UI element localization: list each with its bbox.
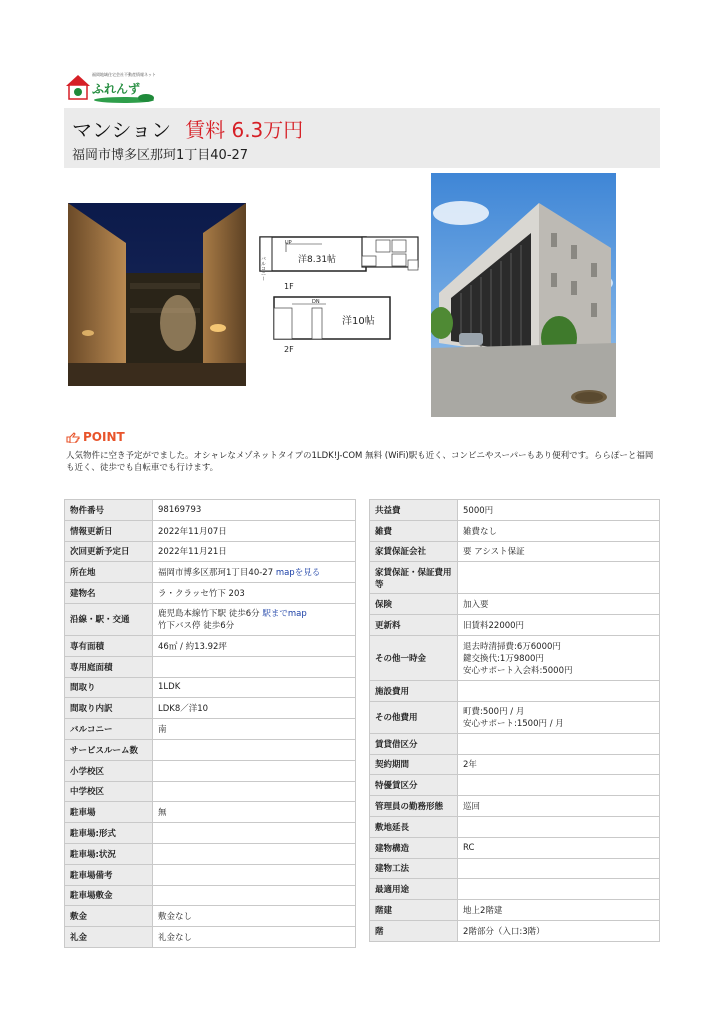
property-address: 福岡市博多区那珂1丁目40-27 [72, 148, 249, 163]
service-room-label: サービスルーム数 [65, 739, 153, 760]
room2-label: 洋10帖 [342, 316, 375, 327]
property-spec-table-left [64, 499, 356, 948]
table-row [65, 635, 356, 656]
table-row [370, 754, 660, 775]
floor-label: 階 [370, 920, 458, 941]
deposit-value: 敷金なし [153, 906, 356, 927]
access-value [153, 603, 356, 635]
table-row [65, 885, 356, 906]
junior-high-label: 中学校区 [65, 781, 153, 802]
table-row [65, 562, 356, 583]
property-type: マンション [72, 118, 172, 142]
structure-label: 建物構造 [370, 837, 458, 858]
other-cost-label: その他費用 [370, 701, 458, 733]
area-value: 46㎡ / 約13.92坪 [153, 635, 356, 656]
table-row [65, 541, 356, 562]
table-row [65, 781, 356, 802]
other-line-3: 安心サポート入会料:5000円 [463, 665, 573, 676]
extension-label: 敷地延長 [370, 816, 458, 837]
layout-value: 1LDK [153, 677, 356, 698]
logo-subtitle: 福岡地域住宅会社不動産情報ネット [92, 72, 156, 77]
balcony-label: バルコニー [65, 719, 153, 740]
table-row [65, 656, 356, 677]
property-no-value: 98169793 [153, 500, 356, 521]
page-title [72, 114, 303, 143]
parking-status-value [153, 843, 356, 864]
table-row [65, 864, 356, 885]
station-map-link[interactable]: 駅までmap [262, 609, 307, 620]
manager-label: 管理員の勤務形態 [370, 796, 458, 817]
location-value [153, 562, 356, 583]
parking-label: 駐車場 [65, 802, 153, 823]
area-label: 専有面積 [65, 635, 153, 656]
table-row [370, 816, 660, 837]
table-row [370, 500, 660, 521]
special-value [458, 775, 660, 796]
room1-label: 洋8.31帖 [298, 255, 337, 265]
method-label: 建物工法 [370, 858, 458, 879]
plan-balcony-label: バルコニー [260, 256, 266, 281]
floor2-label: 2F [284, 345, 294, 354]
contract-label: 契約期間 [370, 754, 458, 775]
listing-header [64, 108, 660, 168]
garden-value [153, 656, 356, 677]
other-label: その他一時金 [370, 635, 458, 680]
table-row [370, 733, 660, 754]
next-update-label: 次回更新予定日 [65, 541, 153, 562]
parking-deposit-value [153, 885, 356, 906]
table-row [65, 927, 356, 948]
night-exterior-photo[interactable] [68, 203, 246, 386]
other-value [458, 635, 660, 680]
point-description: 人気物件に空き予定がでました。オシャレなメゾネットタイプの1LDK!J-COM 無料 (WiFi)駅も近く、コンビニやスーパーもあり便利です。ららぽーと福岡も近く、徒歩でも自転車でも行けます。 [66, 451, 654, 473]
table-row [65, 760, 356, 781]
parking-status-label: 駐車場:状況 [65, 843, 153, 864]
map-link[interactable]: mapを見る [275, 568, 321, 579]
special-label: 特優賃区分 [370, 775, 458, 796]
table-row [370, 594, 660, 615]
manager-value: 巡回 [458, 796, 660, 817]
layout-label: 間取り [65, 677, 153, 698]
table-row [370, 562, 660, 594]
access-train: 鹿児島本線竹下駅 徒歩6分 [158, 609, 260, 620]
table-row [370, 775, 660, 796]
table-row [370, 520, 660, 541]
parking-value: 無 [153, 802, 356, 823]
misc-fee-label: 雑費 [370, 520, 458, 541]
renewal-label: 更新料 [370, 615, 458, 636]
facility-label: 施設費用 [370, 680, 458, 701]
lease-type-value [458, 733, 660, 754]
other-cost-line-1: 町費:500円 / 月 [463, 707, 525, 718]
table-row [370, 615, 660, 636]
table-row [65, 677, 356, 698]
table-row [370, 900, 660, 921]
table-row [370, 680, 660, 701]
table-row [65, 583, 356, 604]
key-money-label: 礼金 [65, 927, 153, 948]
access-bus: 竹下バス停 徒歩6分 [158, 621, 235, 632]
layout-detail-label: 間取り内訳 [65, 698, 153, 719]
table-row [65, 603, 356, 635]
method-value [458, 858, 660, 879]
property-spec-table-right [369, 499, 660, 942]
location-label: 所在地 [65, 562, 153, 583]
other-cost-line-2: 安心サポート:1500円 / 月 [463, 719, 564, 730]
building-exterior-photo[interactable] [431, 173, 616, 417]
structure-value: RC [458, 837, 660, 858]
garden-label: 専用庭面積 [65, 656, 153, 677]
renewal-value: 旧賃料22000円 [458, 615, 660, 636]
table-row [370, 879, 660, 900]
common-fee-value: 5000円 [458, 500, 660, 521]
insurance-label: 保険 [370, 594, 458, 615]
other-line-1: 退去時清掃費:6万6000円 [463, 641, 561, 652]
location-text: 福岡市博多区那珂1丁目40-27 [158, 568, 274, 579]
guarantor-label: 家賃保証会社 [370, 541, 458, 562]
rent-price: 賃料 6.3万円 [185, 118, 304, 142]
facility-value [458, 680, 660, 701]
floors-value: 地上2階建 [458, 900, 660, 921]
service-room-value [153, 739, 356, 760]
floors-label: 階建 [370, 900, 458, 921]
misc-fee-value: 雑費なし [458, 520, 660, 541]
plan-dn-label: DN [312, 299, 320, 305]
floor-value: 2階部分（入口:3階） [458, 920, 660, 941]
zoning-label: 最適用途 [370, 879, 458, 900]
parking-note-value [153, 864, 356, 885]
next-update-value: 2022年11月21日 [153, 541, 356, 562]
access-label: 沿線・駅・交通 [65, 603, 153, 635]
floor1-label: 1F [284, 282, 294, 291]
elementary-value [153, 760, 356, 781]
pointing-hand-icon [66, 432, 80, 443]
zoning-value [458, 879, 660, 900]
access-line-1 [158, 607, 350, 619]
other-line-2: 鍵交換代:1万9800円 [463, 653, 544, 664]
parking-type-value [153, 823, 356, 844]
table-row [370, 635, 660, 680]
deposit-label: 敷金 [65, 906, 153, 927]
table-row [370, 541, 660, 562]
logo-name: ふれんず [92, 82, 141, 96]
extension-value [458, 816, 660, 837]
other-cost-value [458, 701, 660, 733]
updated-value: 2022年11月07日 [153, 520, 356, 541]
key-money-value: 礼金なし [153, 927, 356, 948]
insurance-value: 加入要 [458, 594, 660, 615]
junior-high-value [153, 781, 356, 802]
building-label: 建物名 [65, 583, 153, 604]
table-row [65, 739, 356, 760]
table-row [370, 701, 660, 733]
elementary-label: 小学校区 [65, 760, 153, 781]
table-row [65, 500, 356, 521]
parking-deposit-label: 駐車場敷金 [65, 885, 153, 906]
parking-note-label: 駐車場備考 [65, 864, 153, 885]
floor-plan[interactable] [250, 232, 426, 358]
guarantor-value: 要 アシスト保証 [458, 541, 660, 562]
table-row [65, 843, 356, 864]
updated-label: 情報更新日 [65, 520, 153, 541]
table-row [370, 796, 660, 817]
layout-detail-value: LDK8／洋10 [153, 698, 356, 719]
table-row [65, 906, 356, 927]
common-fee-label: 共益費 [370, 500, 458, 521]
parking-type-label: 駐車場:形式 [65, 823, 153, 844]
table-row [65, 823, 356, 844]
guarantee-fee-label: 家賃保証・保証費用等 [370, 562, 458, 594]
table-row [370, 837, 660, 858]
contract-value: 2年 [458, 754, 660, 775]
guarantee-fee-value [458, 562, 660, 594]
point-heading [66, 430, 125, 444]
table-row [65, 698, 356, 719]
lease-type-label: 賃貸借区分 [370, 733, 458, 754]
table-row [65, 802, 356, 823]
balcony-value: 南 [153, 719, 356, 740]
plan-up-label: UP [285, 240, 292, 246]
building-value: ラ・クラッセ竹下 203 [153, 583, 356, 604]
property-no-label: 物件番号 [65, 500, 153, 521]
table-row [65, 719, 356, 740]
table-row [65, 520, 356, 541]
point-heading-text: POINT [83, 430, 125, 444]
table-row [370, 920, 660, 941]
table-row [370, 858, 660, 879]
